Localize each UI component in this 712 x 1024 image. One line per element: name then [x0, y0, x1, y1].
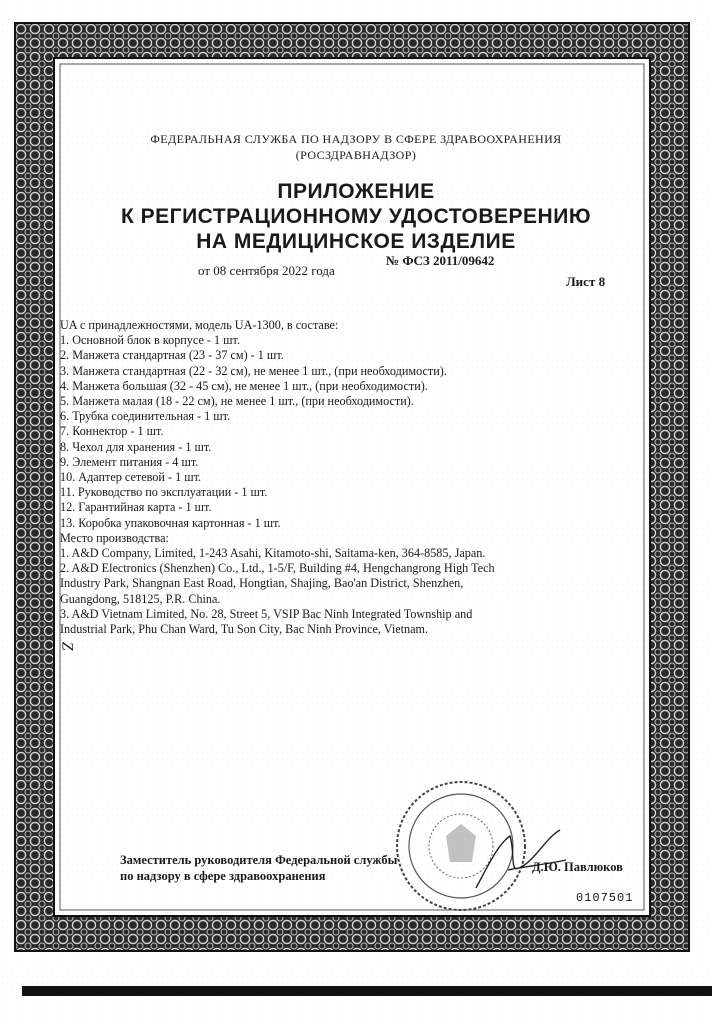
content-line: 13. Коробка упаковочная картонная - 1 шт. [60, 515, 281, 530]
title-line-2: К РЕГИСТРАЦИОННОМУ УДОСТОВЕРЕНИЮ [121, 205, 591, 228]
date-value: 08 сентября 2022 года [213, 263, 335, 278]
content-line: 2. Манжета стандартная (23 - 37 см) - 1 шт. [60, 348, 284, 363]
content-line: 6. Трубка соединительная - 1 шт. [60, 409, 231, 424]
agency-name: ФЕДЕРАЛЬНАЯ СЛУЖБА ПО НАДЗОРУ В СФЕРЕ ЗДРАВООХРАНЕНИЯ [150, 132, 562, 146]
composition-text [60, 318, 600, 656]
content-line: 2. A&D Electronics (Shenzhen) Co., Ltd., 1-5/F, Building #4, Hengchangrong High Tech [60, 561, 495, 576]
content-line: 11. Руководство по эксплуатации - 1 шт. [60, 485, 268, 500]
title-line-3: НА МЕДИЦИНСКОЕ ИЗДЕЛИЕ [196, 230, 516, 253]
sheet-number: Лист 8 [566, 274, 606, 289]
agency-short-name: (РОСЗДРАВНАДЗОР) [295, 148, 417, 162]
form-serial-number: 0107501 [576, 891, 634, 905]
content-line: 1. A&D Company, Limited, 1-243 Asahi, Kitamoto-shi, Saitama-ken, 364-8585, Japan. [60, 546, 486, 561]
content-line: 9. Элемент питания - 4 шт. [60, 454, 199, 469]
content-line: Industry Park, Shangnan East Road, Hongtian, Shajing, Bao'an District, Shenzhen, [60, 576, 464, 591]
content-line: 8. Чехол для хранения - 1 шт. [60, 439, 212, 454]
content-line: 5. Манжета малая (18 - 22 см), не менее 1 шт., (при необходимости). [60, 394, 414, 409]
signatory-name: Д.Ю. Павлюков [532, 860, 623, 874]
content-line: 7. Коннектор - 1 шт. [60, 424, 164, 439]
date-label: от [198, 263, 211, 278]
registration-number [386, 253, 494, 269]
content-line: Industrial Park, Phu Chan Ward, Tu Son City, Bac Ninh Province, Vietnam. [60, 622, 429, 637]
signatory-title [120, 852, 397, 884]
content-line: 12. Гарантийная карта - 1 шт. [60, 500, 212, 515]
content-line: 3. Манжета стандартная (22 - 32 см), не менее 1 шт., (при необходимости). [60, 363, 447, 378]
signatory-title-line-2: по надзору в сфере здравоохранения [120, 869, 326, 883]
number-label: № [386, 253, 400, 268]
content-line: Guangdong, 518125, P.R. China. [60, 591, 221, 606]
date-line [198, 263, 335, 279]
number-value: ФСЗ 2011/09642 [402, 253, 495, 268]
scan-edge-bar [22, 986, 712, 996]
content-line: 1. Основной блок в корпусе - 1 шт. [60, 333, 241, 348]
end-mark: Z [58, 641, 76, 651]
content-line: 3. A&D Vietnam Limited, No. 28, Street 5, VSIP Bac Ninh Integrated Township and [60, 606, 473, 621]
title-line-1: ПРИЛОЖЕНИЕ [277, 180, 435, 203]
content-line: UA с принадлежностями, модель UA-1300, в составе: [60, 318, 339, 332]
signatory-title-line-1: Заместитель руководителя Федеральной службы [120, 853, 398, 867]
content-line: 4. Манжета большая (32 - 45 см), не менее 1 шт., (при необходимости). [60, 378, 428, 393]
content-line: Место производства: [60, 530, 169, 545]
content-line: 10. Адаптер сетевой - 1 шт. [60, 470, 202, 485]
